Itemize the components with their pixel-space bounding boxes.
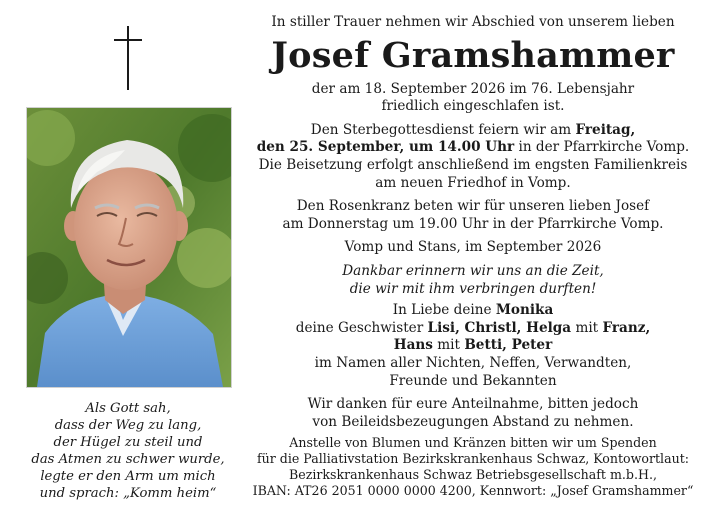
family-line-2 bbox=[248, 320, 698, 338]
donation-line-2: für die Palliativstation Bezirkskrankenhaus Schwaz, Kontowortlaut: bbox=[256, 451, 690, 467]
place-date: Vomp und Stans, im September 2026 bbox=[344, 239, 602, 256]
family-name: Lisi, Christl, Helga bbox=[427, 319, 572, 336]
poem-line: Als Gott sah, bbox=[85, 401, 171, 416]
rosary-line-1: Den Rosenkranz beten wir für unseren lieben Josef bbox=[296, 198, 650, 215]
family-text: mit bbox=[571, 319, 603, 336]
poem-line: dass der Weg zu lang, bbox=[54, 418, 202, 433]
death-line-2: friedlich eingeschlafen ist. bbox=[381, 98, 565, 115]
funeral-line-3: Die Beisetzung erfolgt anschließend im engsten Familienkreis bbox=[258, 156, 688, 173]
portrait-photo bbox=[26, 107, 232, 388]
rosary-line-2: am Donnerstag um 19.00 Uhr in der Pfarrkirche Vomp. bbox=[282, 215, 664, 232]
funeral-date-time: den 25. September, um 14.00 Uhr bbox=[256, 139, 515, 156]
family-line-5: Freunde und Bekannten bbox=[389, 372, 557, 389]
family-text: In Liebe deine bbox=[392, 302, 496, 319]
funeral-text: Den Sterbegottesdienst feiern wir am bbox=[310, 121, 576, 138]
poem-line: legte er den Arm um mich bbox=[40, 469, 216, 484]
poem bbox=[26, 400, 230, 502]
funeral-line-1 bbox=[248, 122, 698, 140]
donation-line-4: IBAN: AT26 2051 0000 0000 4200, Kennwort: „Josef Gramshammer“ bbox=[252, 482, 694, 498]
family-line-1 bbox=[248, 302, 698, 320]
family-text: mit bbox=[432, 337, 465, 354]
family-name: Betti, Peter bbox=[464, 337, 553, 354]
notice-text bbox=[248, 14, 698, 498]
portrait-image bbox=[27, 108, 231, 387]
thanks-line-2: von Beileidsbezeugungen Abstand zu nehmen. bbox=[312, 413, 634, 430]
funeral-line-4: am neuen Friedhof in Vomp. bbox=[375, 174, 571, 191]
funeral-line-2 bbox=[248, 139, 698, 157]
family-line-4: im Namen aller Nichten, Neffen, Verwandten, bbox=[314, 354, 632, 371]
family-name: Franz, bbox=[602, 319, 651, 336]
gratitude-line-2: die wir mit ihm verbringen durften! bbox=[349, 280, 597, 297]
family-text: deine Geschwister bbox=[295, 319, 428, 336]
intro-line: In stiller Trauer nehmen wir Abschied von unserem lieben bbox=[271, 14, 675, 30]
poem-line: der Hügel zu steil und bbox=[53, 435, 203, 450]
deceased-name: Josef Gramshammer bbox=[271, 34, 675, 76]
donation-line-1: Anstelle von Blumen und Kränzen bitten wir um Spenden bbox=[289, 435, 657, 451]
cross-icon bbox=[112, 26, 144, 90]
family-name: Hans bbox=[393, 337, 433, 354]
funeral-location: in der Pfarrkirche Vomp. bbox=[514, 139, 690, 156]
funeral-day: Freitag, bbox=[575, 121, 636, 138]
poem-line: und sprach: „Komm heim“ bbox=[39, 486, 217, 501]
family-line-3 bbox=[248, 337, 698, 355]
family-name: Monika bbox=[495, 302, 554, 319]
donation-line-3: Bezirkskrankenhaus Schwaz Betriebsgesellschaft m.b.H., bbox=[288, 466, 657, 482]
poem-line: das Atmen zu schwer wurde, bbox=[31, 452, 225, 467]
gratitude-line-1: Dankbar erinnern wir uns an die Zeit, bbox=[342, 262, 604, 279]
thanks-line-1: Wir danken für eure Anteilnahme, bitten jedoch bbox=[307, 396, 639, 413]
death-line-1: der am 18. September 2026 im 76. Lebensjahr bbox=[311, 80, 635, 97]
